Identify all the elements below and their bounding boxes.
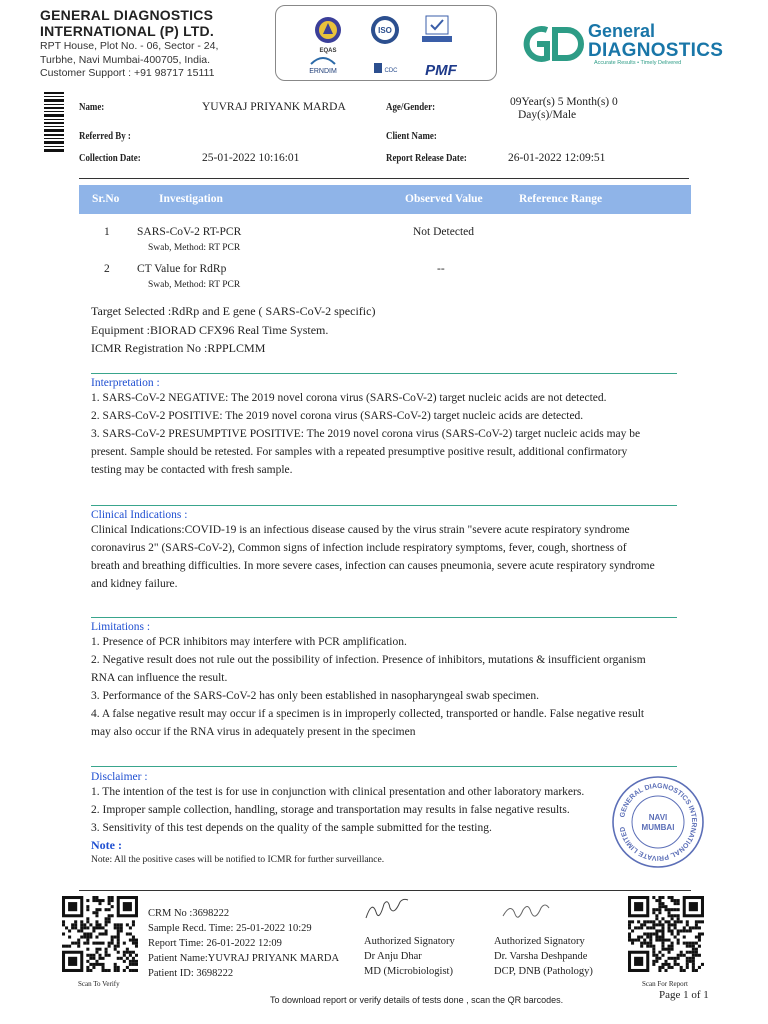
company-address bbox=[40, 40, 218, 81]
release-label: Report Release Date: bbox=[386, 153, 467, 164]
brand-name-line2: DIAGNOSTICS bbox=[588, 40, 724, 61]
section-divider bbox=[91, 617, 677, 618]
collection-date: 25-01-2022 10:16:01 bbox=[202, 152, 300, 164]
text-line: 2. SARS-CoV-2 POSITIVE: The 2019 novel corona virus (SARS-CoV-2) target nucleic acids are detected. bbox=[91, 410, 584, 422]
signatory-degree: DCP, DNB (Pathology) bbox=[494, 966, 593, 977]
cert-logos-graphic bbox=[276, 6, 498, 82]
table-row bbox=[79, 226, 691, 258]
patient-barcode bbox=[44, 92, 64, 159]
signature-1 bbox=[362, 896, 412, 931]
stamp-seal-icon bbox=[610, 774, 706, 870]
row-no: 1 bbox=[104, 226, 110, 238]
icmr-registration: ICMR Registration No :RPPLCMM bbox=[91, 341, 266, 355]
pmf-label: PMF bbox=[425, 62, 457, 79]
text-line: 3. Performance of the SARS-CoV-2 has only been established in nasopharyngeal swab specimen. bbox=[91, 690, 539, 702]
clinical-body bbox=[91, 521, 691, 593]
eqas-label: EQAS bbox=[319, 48, 337, 54]
text-line: 3. SARS-CoV-2 PRESUMPTIVE POSITIVE: The 2019 novel corona virus (SARS-CoV-2) target nucleic acids may be bbox=[91, 428, 641, 440]
erndim-label: ERNDIM bbox=[309, 68, 337, 75]
text-line: 1. Presence of PCR inhibitors may interfere with PCR amplification. bbox=[91, 636, 407, 648]
limitations-section bbox=[91, 621, 691, 741]
clinical-section bbox=[91, 509, 691, 593]
signature-graphic bbox=[362, 896, 412, 926]
signatory-name: Dr. Varsha Deshpande bbox=[494, 951, 588, 962]
test-info bbox=[91, 302, 375, 358]
stamp-center-line2: MUMBAI bbox=[641, 823, 675, 832]
disclaimer-body bbox=[91, 783, 691, 837]
verify-qr-code[interactable] bbox=[62, 896, 138, 977]
table-row bbox=[79, 263, 691, 295]
qr-code-icon bbox=[628, 896, 704, 972]
brand-name bbox=[588, 22, 723, 60]
barcode-graphic bbox=[44, 92, 64, 154]
interpretation-section bbox=[91, 377, 691, 479]
col-reference: Reference Range bbox=[519, 193, 603, 205]
brand-logo bbox=[517, 24, 589, 69]
equipment: Equipment :BIORAD CFX96 Real Time System. bbox=[91, 322, 329, 337]
gender-value: Day(s)/Male bbox=[518, 109, 577, 121]
text-line: 4. A false negative result may occur if a specimen is in improperly collected, transported or handle. False negative result bbox=[91, 708, 645, 720]
signature-2 bbox=[500, 898, 552, 933]
release-date: 26-01-2022 12:09:51 bbox=[508, 152, 606, 164]
download-note: To download report or verify details of tests done , scan the QR barcodes. bbox=[270, 995, 564, 1005]
gd-logo-icon bbox=[517, 24, 589, 64]
results-table-header bbox=[79, 185, 691, 214]
signature-graphic bbox=[500, 898, 552, 928]
footer-divider bbox=[79, 890, 691, 891]
section-divider bbox=[91, 505, 677, 506]
referred-label: Referred By : bbox=[79, 131, 131, 142]
company-stamp bbox=[610, 774, 706, 875]
footer-patient-id: Patient ID: 3698222 bbox=[148, 968, 234, 979]
note-title: Note : bbox=[91, 838, 122, 852]
limitations-title: Limitations : bbox=[91, 621, 151, 633]
qr-code-icon bbox=[62, 896, 138, 972]
patient-age-gender bbox=[510, 96, 618, 122]
note-text: Note: All the positive cases will be notified to ICMR for further surveillance. bbox=[91, 855, 385, 865]
row-test: SARS-CoV-2 RT-PCR bbox=[137, 226, 242, 238]
text-line: 1. SARS-CoV-2 NEGATIVE: The 2019 novel corona virus (SARS-CoV-2) target nucleic acids are not detected. bbox=[91, 392, 607, 404]
company-name-line1: GENERAL DIAGNOSTICS bbox=[40, 7, 214, 23]
client-label: Client Name: bbox=[386, 131, 437, 142]
text-line: 2. Improper sample collection, handling, storage and transportation may results in false negative results. bbox=[91, 804, 570, 816]
footer-sample-info bbox=[148, 906, 339, 981]
report-qr-code[interactable] bbox=[628, 896, 704, 977]
signatory-title: Authorized Signatory bbox=[494, 936, 585, 947]
brand-name-line1: General bbox=[588, 21, 656, 41]
row-value: -- bbox=[437, 263, 445, 275]
row-method: Swab, Method: RT PCR bbox=[148, 243, 241, 253]
signatory-title: Authorized Signatory bbox=[364, 936, 455, 947]
company-name-line2: INTERNATIONAL (P) LTD. bbox=[40, 23, 214, 39]
text-line: Clinical Indications:COVID-19 is an infectious disease caused by the virus strain "severe acute respiratory syndrome bbox=[91, 524, 630, 536]
interpretation-title: Interpretation : bbox=[91, 377, 160, 389]
section-divider bbox=[91, 373, 677, 374]
clinical-title: Clinical Indications : bbox=[91, 509, 188, 521]
text-line: breath and breathing difficulties. In more severe cases, infection can causes pneumonia, severe acute respiratory syndrome bbox=[91, 560, 655, 572]
text-line: and kidney failure. bbox=[91, 578, 178, 590]
page-number: Page 1 of 1 bbox=[659, 989, 709, 1001]
name-label: Name: bbox=[79, 102, 105, 113]
row-value: Not Detected bbox=[413, 226, 474, 238]
section-divider bbox=[91, 766, 677, 767]
text-line: 1. The intention of the test is for use in conjunction with clinical presentation and other laboratory markers. bbox=[91, 786, 585, 798]
target-selected: Target Selected :RdRp and E gene ( SARS-CoV-2 specific) bbox=[91, 304, 376, 318]
crm-number: CRM No :3698222 bbox=[148, 908, 230, 919]
scan-report-label: Scan For Report bbox=[642, 980, 688, 988]
text-line: 3. Sensitivity of this test depends on the quality of the sample submitted for the testing. bbox=[91, 822, 492, 834]
customer-support: Customer Support : +91 98717 15111 bbox=[40, 67, 215, 79]
signatory-1 bbox=[364, 934, 455, 979]
col-observed: Observed Value bbox=[405, 193, 483, 205]
patient-name: YUVRAJ PRIYANK MARDA bbox=[202, 101, 346, 113]
iso-label: ISO bbox=[378, 26, 392, 35]
row-test: CT Value for RdRp bbox=[137, 263, 227, 275]
text-line: coronavirus 2" (SARS-CoV-2), Common signs of infection include respiratory symptoms, fever, cough, shortness of bbox=[91, 542, 627, 554]
footer-patient-name: Patient Name:YUVRAJ PRIYANK MARDA bbox=[148, 953, 340, 964]
patient-divider bbox=[79, 178, 689, 179]
text-line: RNA can influence the result. bbox=[91, 672, 228, 684]
disclaimer-section bbox=[91, 771, 691, 865]
age-value: 09Year(s) 5 Month(s) 0 bbox=[510, 96, 618, 108]
signatory-name: Dr Anju Dhar bbox=[364, 951, 422, 962]
text-line: 2. Negative result does not rule out the possibility of infection. Presence of inhibitors, mutations & insufficient organism bbox=[91, 654, 646, 666]
certification-logos bbox=[275, 5, 497, 81]
age-label: Age/Gender: bbox=[386, 102, 436, 113]
row-method: Swab, Method: RT PCR bbox=[148, 280, 241, 290]
stamp-ring-path: GENERAL DIAGNOSTICS INTERNATIONAL PRIVATE LIMITED bbox=[619, 782, 698, 862]
col-srno: Sr.No bbox=[92, 193, 120, 205]
scan-verify-label: Scan To Verify bbox=[78, 980, 120, 988]
collection-label: Collection Date: bbox=[79, 153, 141, 164]
address-line: Turbhe, Navi Mumbai-400705, India. bbox=[40, 53, 211, 66]
sample-received-time: Sample Recd. Time: 25-01-2022 10:29 bbox=[148, 923, 312, 934]
cdc-label: CDC bbox=[384, 68, 398, 74]
company-name bbox=[40, 7, 214, 39]
brand-tagline: Accurate Results • Timely Delivered bbox=[594, 60, 682, 66]
col-investigation: Investigation bbox=[159, 193, 223, 205]
row-no: 2 bbox=[104, 263, 110, 275]
limitations-body bbox=[91, 633, 691, 741]
address-line: RPT House, Plot No. - 06, Sector - 24, bbox=[40, 40, 219, 52]
signatory-2 bbox=[494, 934, 593, 979]
text-line: testing may be contacted with fresh sample. bbox=[91, 464, 293, 476]
report-time: Report Time: 26-01-2022 12:09 bbox=[148, 938, 282, 949]
text-line: may also occur if the RNA virus in adequately present in the specimen bbox=[91, 726, 416, 738]
disclaimer-title: Disclaimer : bbox=[91, 771, 148, 783]
signatory-degree: MD (Microbiologist) bbox=[364, 966, 453, 977]
stamp-center-line1: NAVI bbox=[648, 813, 668, 822]
interpretation-body bbox=[91, 389, 691, 479]
text-line: present. Sample should be retested. For samples with a repeated presumptive positive result, additional confirmatory bbox=[91, 446, 628, 458]
